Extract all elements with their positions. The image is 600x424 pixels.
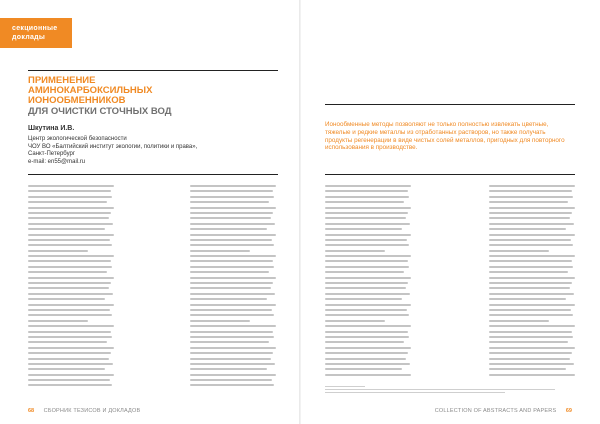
body-text-line <box>489 304 575 306</box>
body-text-line <box>489 260 572 262</box>
body-text-line <box>190 341 269 343</box>
body-text-line <box>190 293 275 295</box>
body-text-line <box>489 287 570 289</box>
body-text-line <box>28 293 113 295</box>
body-text-line <box>325 325 411 327</box>
body-text-line <box>190 363 275 365</box>
body-text-line <box>190 277 276 279</box>
body-text-line <box>489 352 572 354</box>
body-text-line <box>28 266 112 268</box>
body-text-line <box>190 287 271 289</box>
body-text-line <box>325 304 411 306</box>
references-block <box>325 386 575 395</box>
body-text-line <box>489 320 549 322</box>
body-text-line <box>489 223 574 225</box>
body-text-line <box>489 331 572 333</box>
article-subtitle: ДЛЯ ОЧИСТКИ СТОЧНЫХ ВОД <box>28 106 172 117</box>
reference-line <box>325 386 365 387</box>
body-text-line <box>190 379 272 381</box>
body-text-line <box>489 309 571 311</box>
body-text-line <box>28 287 109 289</box>
body-text-line <box>325 374 411 376</box>
body-text-line <box>489 298 566 300</box>
article-title-line: АМИНОКАРБОКСИЛЬНЫХ <box>28 85 153 96</box>
footer-left <box>28 406 140 416</box>
body-text-line <box>190 196 274 198</box>
abstract-bottom-rule <box>325 174 575 175</box>
section-tab <box>0 18 72 48</box>
body-text-line <box>190 304 276 306</box>
body-text-line <box>190 185 276 187</box>
body-text-line <box>489 207 575 209</box>
body-text-line <box>325 234 411 236</box>
body-text-line <box>190 374 276 376</box>
body-text-line <box>325 201 404 203</box>
body-text-line <box>325 228 402 230</box>
body-text-line <box>325 287 406 289</box>
body-text-line <box>190 384 274 386</box>
body-text-line <box>489 368 566 370</box>
body-text-line <box>190 234 276 236</box>
body-text-line <box>28 347 114 349</box>
affiliation-line: Санкт-Петербург <box>28 151 76 158</box>
body-text-line <box>325 331 408 333</box>
article-title-line: ИОНООБМЕННИКОВ <box>28 95 126 106</box>
article-title <box>28 76 278 106</box>
page-gutter <box>299 0 301 424</box>
body-text-line <box>325 190 408 192</box>
body-text-column <box>28 185 114 397</box>
body-text-line <box>28 320 88 322</box>
title-top-rule <box>28 70 278 71</box>
body-text-line <box>489 255 575 257</box>
body-text-line <box>28 255 114 257</box>
body-text-line <box>28 379 110 381</box>
body-text-line <box>190 255 276 257</box>
author-email: e-mail: en55@mail.ru <box>28 158 86 165</box>
section-tab-line-1: секционные <box>12 25 58 32</box>
body-text-line <box>325 320 385 322</box>
body-text-line <box>28 212 111 214</box>
body-text-line <box>28 244 112 246</box>
body-text-line <box>325 277 411 279</box>
body-text-column <box>325 185 411 380</box>
body-text-line <box>28 196 112 198</box>
body-text-line <box>190 309 272 311</box>
body-text-line <box>489 336 573 338</box>
body-text-line <box>325 244 409 246</box>
body-text-line <box>190 358 271 360</box>
body-text-line <box>190 314 274 316</box>
body-text-line <box>325 255 411 257</box>
body-text-line <box>325 336 409 338</box>
body-text-line <box>28 250 88 252</box>
body-text-line <box>489 196 573 198</box>
body-text-line <box>28 341 107 343</box>
body-text-line <box>28 234 114 236</box>
body-text-line <box>28 217 109 219</box>
body-text-line <box>28 363 113 365</box>
body-text-line <box>489 314 573 316</box>
body-text-line <box>28 277 114 279</box>
body-text-line <box>489 358 570 360</box>
body-text-line <box>190 212 273 214</box>
body-text-line <box>489 190 572 192</box>
body-text-line <box>28 358 109 360</box>
body-text-line <box>28 314 112 316</box>
body-text-line <box>325 341 404 343</box>
abstract-top-rule <box>325 104 575 105</box>
body-text-line <box>489 250 549 252</box>
body-text-line <box>325 212 408 214</box>
collection-title-right: COLLECTION OF ABSTRACTS AND PAPERS <box>434 408 557 414</box>
body-text-line <box>489 363 574 365</box>
body-text-line <box>28 331 111 333</box>
body-text-line <box>190 347 276 349</box>
body-text-line <box>190 320 250 322</box>
body-text-line <box>489 282 572 284</box>
body-text-line <box>28 304 114 306</box>
body-text-line <box>489 201 568 203</box>
body-text-line <box>489 244 573 246</box>
page-number-right: 69 <box>565 408 572 414</box>
body-text-line <box>489 341 568 343</box>
body-text-line <box>325 185 411 187</box>
body-text-line <box>489 347 575 349</box>
body-text-line <box>325 271 404 273</box>
body-text-line <box>489 266 573 268</box>
body-text-line <box>190 282 273 284</box>
body-text-line <box>190 266 274 268</box>
affiliation-line: Центр экологической безопасности <box>28 136 127 142</box>
body-text-line <box>28 309 110 311</box>
body-text-line <box>190 250 250 252</box>
affiliation-line: ЧОУ ВО «Балтийский институт экологии, политики и права», <box>28 143 198 150</box>
article-title-line: ПРИМЕНЕНИЕ <box>28 75 96 86</box>
body-text-line <box>28 228 105 230</box>
body-text-line <box>325 352 408 354</box>
body-text-line <box>190 336 274 338</box>
body-text-line <box>190 217 271 219</box>
body-text-line <box>325 293 410 295</box>
body-text-line <box>28 336 112 338</box>
body-text-line <box>325 298 402 300</box>
body-text-line <box>325 260 408 262</box>
left-header-bottom-rule <box>28 174 278 175</box>
body-text-line <box>28 239 110 241</box>
body-text-line <box>489 234 575 236</box>
section-tab-line-2: доклады <box>12 34 46 41</box>
body-text-line <box>28 282 111 284</box>
body-text-line <box>325 314 409 316</box>
body-text-line <box>489 325 575 327</box>
body-text-line <box>28 207 114 209</box>
body-text-line <box>325 309 407 311</box>
body-text-line <box>489 293 574 295</box>
article-abstract: Ионообменные методы позволяют не только полностью извлекать цветные, тяжелые и редкие металлы из отработанных растворов, но также получать продукты регенерации в виде чистых солей металлов, пригодных для повторного использования в производстве. <box>325 121 565 152</box>
collection-title-left: СБОРНИК ТЕЗИСОВ И ДОКЛАДОВ <box>43 408 141 414</box>
body-text-line <box>325 363 410 365</box>
body-text-line <box>190 331 273 333</box>
body-text-line <box>489 277 575 279</box>
body-text-line <box>489 271 568 273</box>
body-text-line <box>489 212 572 214</box>
body-text-line <box>28 298 105 300</box>
body-text-line <box>489 239 571 241</box>
author-block <box>28 124 278 166</box>
body-text-line <box>190 223 275 225</box>
body-text-line <box>489 185 575 187</box>
body-text-line <box>190 352 273 354</box>
body-text-line <box>325 217 406 219</box>
body-text-line <box>325 282 408 284</box>
body-text-column <box>190 185 276 397</box>
body-text-line <box>28 185 114 187</box>
body-text-line <box>190 325 276 327</box>
body-text-line <box>190 228 267 230</box>
body-text-line <box>190 207 276 209</box>
reference-line <box>325 392 505 393</box>
body-text-line <box>28 190 111 192</box>
body-text-line <box>28 271 107 273</box>
page-number-left: 68 <box>28 408 35 414</box>
body-text-line <box>28 374 114 376</box>
body-text-line <box>325 266 409 268</box>
body-text-line <box>190 190 273 192</box>
body-text-line <box>28 368 105 370</box>
body-text-line <box>325 358 406 360</box>
body-text-line <box>28 352 111 354</box>
body-text-line <box>190 239 272 241</box>
body-text-column <box>489 185 575 380</box>
body-text-line <box>325 223 410 225</box>
body-text-line <box>190 244 274 246</box>
body-text-line <box>190 271 269 273</box>
body-text-line <box>325 347 411 349</box>
body-text-line <box>489 374 575 376</box>
body-text-line <box>28 260 111 262</box>
reference-line <box>325 389 555 390</box>
body-text-line <box>489 228 566 230</box>
body-text-line <box>28 223 113 225</box>
body-text-line <box>190 298 267 300</box>
body-text-line <box>325 239 407 241</box>
body-text-line <box>325 250 385 252</box>
body-text-line <box>489 217 570 219</box>
body-text-line <box>325 368 402 370</box>
body-text-line <box>190 368 267 370</box>
body-text-line <box>28 201 107 203</box>
body-text-line <box>28 325 114 327</box>
body-text-line <box>325 207 411 209</box>
author-name: Шкутина И.В. <box>28 125 75 132</box>
body-text-line <box>325 196 409 198</box>
body-text-line <box>28 384 112 386</box>
body-text-line <box>190 260 273 262</box>
body-text-line <box>190 201 269 203</box>
footer-right <box>435 406 572 416</box>
